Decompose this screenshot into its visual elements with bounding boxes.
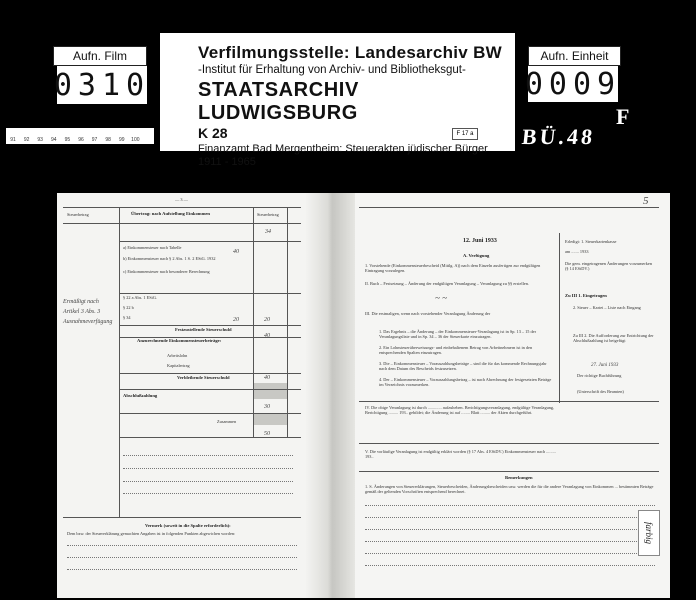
title-institution: Verfilmungsstelle: Landesarchiv BW [198, 43, 503, 62]
title-collection: K 28 [198, 125, 228, 141]
amount-5: 40 [264, 333, 270, 339]
side-col-2: am ....... 1933 [565, 249, 589, 254]
row-22b: § 22 b [123, 305, 134, 310]
aufn-einheit-label: Aufn. Einheit [528, 46, 621, 66]
row-anzurechnende: Anzurechnende Einkommensteuerbeträge: [137, 338, 222, 343]
col-header-right: Steuerbetrag [257, 212, 279, 217]
aufn-film-counter: 0310 [53, 67, 151, 103]
signature-1: ~ ~ [435, 293, 447, 303]
item-1: 1. Vorstehende (Einkommensteuerbescheid (Mittlg. A)) nach dem Einzeln ausfertigen zur endgültigen Eintragung vorzulegen. [365, 263, 541, 273]
sub-item-3: 3. Die – Einkommensteuer – Vorauszahlungsbeträge – sind die für das kommende Rechnungsjahr nach dem Datum des Bescheids festzusetzen. [379, 361, 547, 371]
right-page [355, 193, 670, 598]
sub-item-1: 1. Das Ergebnis – die Änderung – der Einkommensteuer-Veranlagung ist in Sp. 13 – 15 der Veranlagungsliste und in Sp. 34 – 36 der Steuerkarte einzutragen. [379, 329, 536, 339]
row-abschluss: Abschlußzahlung [123, 393, 158, 398]
title-institute: -Institut für Erhaltung von Archiv- und Bibliotheksgut- [198, 64, 466, 76]
side-col-4: Zu III 1. Eingetragen [565, 293, 607, 298]
row-verbleibende: Verbleibende Steuerschuld [177, 375, 230, 380]
row-22a: § 22 a Abs. 1 EStG. [123, 295, 158, 300]
left-page [57, 193, 305, 598]
col-header-left: Steuerbetrag [67, 212, 89, 217]
bemerkungen-title: Bemerkungen [505, 475, 533, 480]
row-kapitalertrag: Kapitalertrag [167, 363, 190, 368]
amount-10: 50 [264, 431, 270, 437]
title-years: 1911 - 1965 [198, 156, 256, 168]
aufn-einheit-counter: 0009 [524, 66, 622, 102]
row-arbeitslohn: Arbeitslohn [167, 353, 188, 358]
row-34: § 34 [123, 315, 131, 320]
amount-4: 20 [264, 317, 270, 323]
handwritten-note-1: Ermäßigt nach [63, 299, 99, 305]
title-archive: STAATSARCHIV LUDWIGSBURG [198, 79, 359, 124]
handwritten-note-3: Ausnahmeverfügung [63, 319, 113, 325]
scale-ruler: 91 92 93 94 95 96 97 98 99 100 [6, 128, 154, 144]
left-page-number: — 3 — [175, 197, 188, 202]
left-footer-line: Dem bzw. der Steuererklärung gemachten Angaben ist in folgenden Punkten abgewichen worden: [67, 531, 236, 536]
sub-item-4: 4. Der – Einkommensteuer – Vorauszahlungsbetrag – ist nach Abrechnung der festgesetzten Beträge im Verzeichnis vorzumerken. [379, 377, 552, 387]
side-col-6: Zu III 2. Die Aufforderung zur Entrichtung der Abschlußzahlung ist beigefügt [573, 333, 654, 343]
row-c: c) Einkommensteuer nach besonderer Berechnung [123, 269, 210, 274]
bemerkungen-text: 1. S. Änderungen von Steuererklärungen, Steuerbescheiden, Änderungsbescheiden usw. werden die für die andere Veranlagung von Einkommen ... bestimmten Beträge gemäß der geltenden Vorschriften entsprechend berechnet. [365, 484, 654, 494]
title-description: Finanzamt Bad Mergentheim: Steuerakten jüdischer Bürger [198, 143, 488, 155]
aufn-film-label: Aufn. Film [53, 46, 147, 66]
row-b: b) Einkommensteuer nach § 2 Abs. 1 S. 2 EStG. 1932 [123, 256, 216, 261]
handwritten-bu-mark: BÜ.48 [520, 124, 597, 149]
date-stamp: 12. Juni 1933 [463, 238, 497, 244]
row-a: a) Einkommensteuer nach Tabelle [123, 245, 182, 250]
amount-1: 34 [265, 229, 271, 235]
side-col-3: Die gem. eingetragenen Änderungen vorzumerken (§ 14 EStDV.) [565, 261, 652, 271]
row-steuerschuld: Festzustellende Steuerschuld [175, 327, 232, 332]
item-3: III. Die erstmaligen, wenn nach vorstehender Veranlagung Änderung der [365, 311, 491, 316]
amount-3: 20 [233, 317, 239, 323]
amount-8: 30 [264, 404, 270, 410]
handwritten-f-mark: F [616, 104, 630, 129]
right-page-number: 5 [643, 195, 649, 207]
side-col-8: (Unterschrift des Beamten) [577, 389, 624, 394]
section-a: A. Verfügung [463, 253, 490, 258]
row-zusammen: Zusammen [217, 419, 237, 424]
amount-2: 40 [233, 249, 239, 255]
date-stamp-2: 27. Juni 1933 [591, 363, 619, 368]
sub-item-2: 2. Ein Lohnsteuerüberweisungs- und einbehaltenem Betrag von Arbeitnehmern ist in den entsprechenden Spalten einzutragen. [379, 345, 533, 355]
farbig-label: farbig [638, 510, 660, 556]
page-fold [305, 193, 355, 598]
call-number-tag: F 17 a [452, 128, 478, 140]
scanned-document [57, 193, 670, 598]
left-footer-note: Vermerk (soweit in die Spalte erforderlich): [145, 523, 231, 528]
col-header-mid: Übertrag: nach Aufstellung Einkommen [131, 211, 210, 216]
item-4: IV. Die obige Veranlagung ist durch ............. aufzuheben. Berichtigungsveranlagung, endgültige Veranlagung, Berichtigung ......... 193.. gebildet; die Änderung ist auf ........ Blatt ......... der Akten durchgeführt. [365, 405, 555, 415]
amount-6: 40 [264, 375, 270, 381]
side-col-1: Erledigt: 1. Steuerkartenkasse [565, 239, 617, 244]
item-2: II. Buch – Festsetzung – Änderung der endgültigen Veranlagung – Veranlagung zu §§ erstellen. [365, 281, 529, 286]
side-col-5: 2. Steuer – Kartei – Liste nach Eingang [573, 305, 641, 310]
side-col-7: Der richtige Buchführung [577, 373, 622, 378]
item-5: V. Die vorläufige Veranlagung ist endgültig erklärt worden (§ 17 Abs. 4 EStDV.) Einkommensteuer nach ......... 193.. [365, 449, 556, 459]
handwritten-note-2: Artikel 3 Abs. 3 [63, 309, 101, 315]
